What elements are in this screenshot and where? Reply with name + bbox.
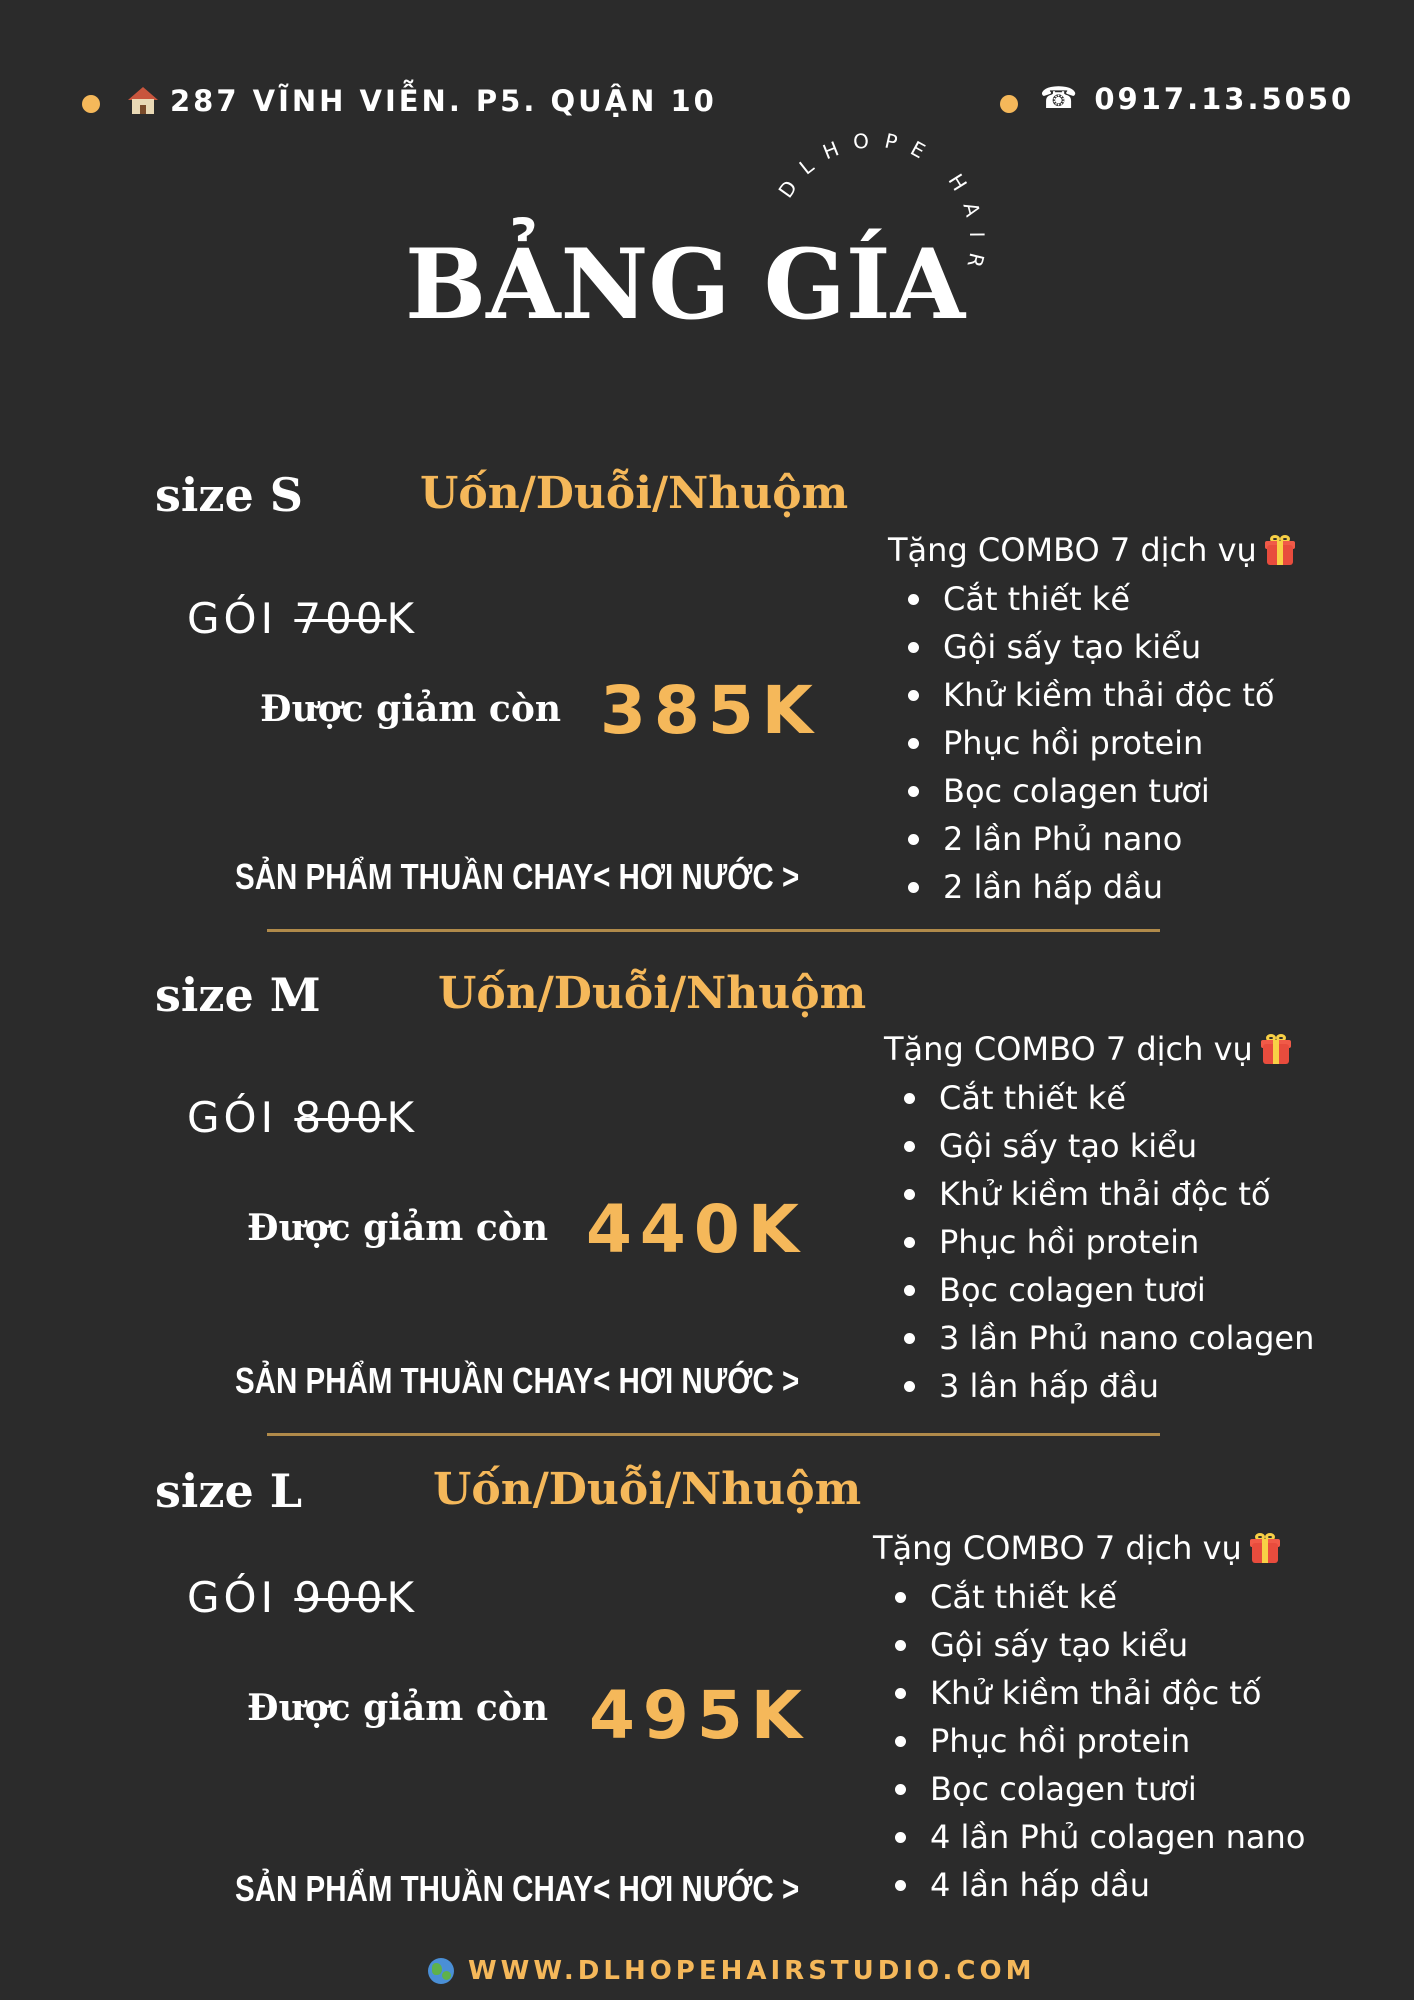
list-item: Khử kiềm thải độc tố (904, 1170, 1314, 1218)
list-item: Khử kiềm thải độc tố (908, 671, 1274, 719)
package-old-price: GÓI 800K (187, 1093, 419, 1142)
list-item: Phục hồi protein (895, 1717, 1305, 1765)
website-link[interactable]: WWW.DLHOPEHAIRSTUDIO.COM (468, 1956, 1036, 1986)
section-divider (267, 1433, 1160, 1436)
phone-bullet-dot (1000, 95, 1018, 113)
old-price-value: 900 (294, 1573, 387, 1622)
size-label: size L (155, 1464, 303, 1518)
package-old-price: GÓI 700K (187, 594, 419, 643)
list-item: Gội sấy tạo kiểu (895, 1621, 1305, 1669)
list-item: Cắt thiết kế (895, 1573, 1305, 1621)
gift-icon (1250, 1533, 1280, 1563)
footer-website (428, 1956, 1036, 1986)
list-item: Phục hồi protein (904, 1218, 1314, 1266)
phone-icon: ☎ (1040, 81, 1081, 116)
list-item: Khử kiềm thải độc tố (895, 1669, 1305, 1717)
combo-title: Tặng COMBO 7 dịch vụ (888, 531, 1295, 569)
discount-label: Được giảm còn (247, 1207, 549, 1249)
old-price-value: 700 (294, 594, 387, 643)
discount-label: Được giảm còn (247, 1687, 549, 1729)
brand-arc-text: DLHOPE HAIR (773, 127, 990, 284)
gift-icon (1261, 1034, 1291, 1064)
list-item: Phục hồi protein (908, 719, 1274, 767)
discount-price: 385K (600, 672, 821, 749)
house-icon (128, 87, 158, 115)
product-note: SẢN PHẨM THUẦN CHAY< HƠI NƯỚC > (235, 1360, 800, 1401)
combo-title: Tặng COMBO 7 dịch vụ (884, 1030, 1291, 1068)
combo-title: Tặng COMBO 7 dịch vụ (873, 1529, 1280, 1567)
product-note: SẢN PHẨM THUẦN CHAY< HƠI NƯỚC > (235, 1868, 800, 1909)
list-item: Cắt thiết kế (908, 575, 1274, 623)
list-item: Cắt thiết kế (904, 1074, 1314, 1122)
address-bullet-dot (82, 95, 100, 113)
list-item: 4 lần hấp dầu (895, 1861, 1305, 1909)
phone-line (1040, 81, 1354, 116)
size-label: size S (155, 468, 303, 522)
size-label: size M (155, 968, 321, 1022)
list-item: 3 lần Phủ nano colagen (904, 1314, 1314, 1362)
list-item: 4 lần Phủ colagen nano (895, 1813, 1305, 1861)
gift-icon (1265, 535, 1295, 565)
list-item: 2 lần Phủ nano (908, 815, 1274, 863)
section-divider (267, 929, 1160, 932)
globe-icon (428, 1958, 454, 1984)
service-label: Uốn/Duỗi/Nhuộm (420, 468, 849, 519)
page-title: BẢNG GÍA (405, 228, 966, 341)
phone-number[interactable]: 0917.13.5050 (1094, 81, 1355, 116)
combo-list (895, 1573, 1305, 1909)
service-label: Uốn/Duỗi/Nhuộm (438, 968, 867, 1019)
service-label: Uốn/Duỗi/Nhuộm (433, 1464, 862, 1515)
list-item: Bọc colagen tươi (895, 1765, 1305, 1813)
package-old-price: GÓI 900K (187, 1573, 419, 1622)
list-item: 2 lần hấp dầu (908, 863, 1274, 911)
discount-label: Được giảm còn (260, 688, 562, 730)
address-line (128, 84, 717, 118)
combo-list (904, 1074, 1314, 1410)
combo-list (908, 575, 1274, 911)
list-item: Gội sấy tạo kiểu (904, 1122, 1314, 1170)
list-item: Bọc colagen tươi (908, 767, 1274, 815)
address-text: 287 VĨNH VIỄN. P5. QUẬN 10 (170, 84, 717, 118)
discount-price: 495K (589, 1677, 810, 1754)
old-price-value: 800 (294, 1093, 387, 1142)
discount-price: 440K (586, 1191, 807, 1268)
list-item: 3 lân hấp đầu (904, 1362, 1314, 1410)
product-note: SẢN PHẨM THUẦN CHAY< HƠI NƯỚC > (235, 856, 800, 897)
list-item: Gội sấy tạo kiểu (908, 623, 1274, 671)
list-item: Bọc colagen tươi (904, 1266, 1314, 1314)
